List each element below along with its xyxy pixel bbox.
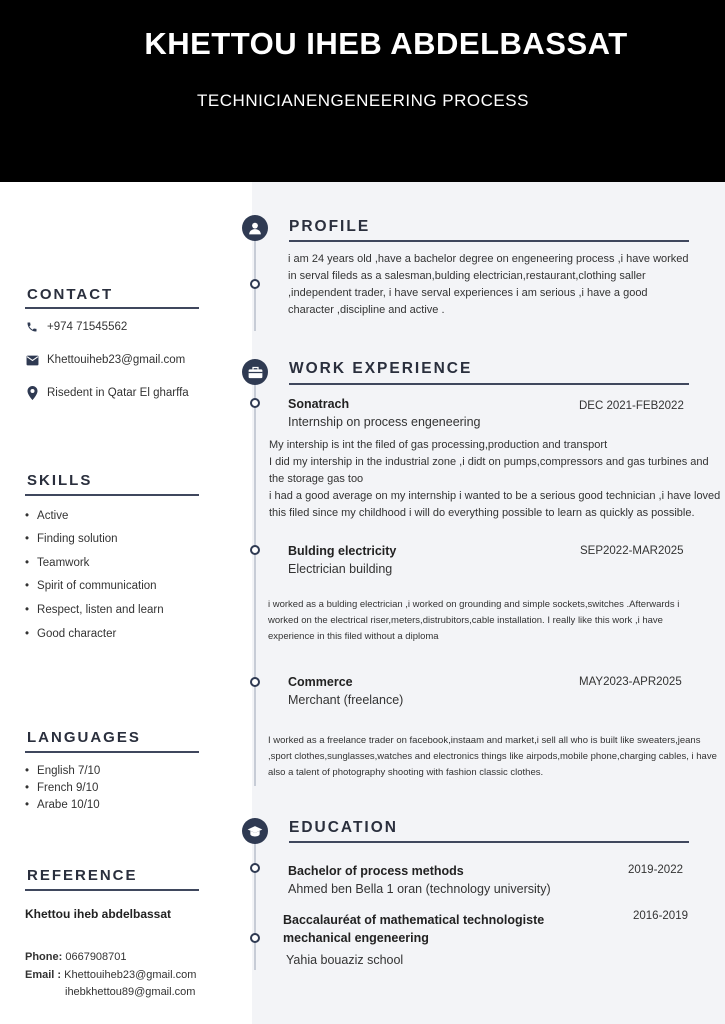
contact-email[interactable]	[25, 353, 185, 367]
job-company: Sonatrach	[288, 397, 350, 411]
job-description-line: i had a good average on my internship i wanted to be a serious good technician ,i have loved this filed since my childhood i will do everything possible to learn as quickly as possible.	[269, 490, 721, 519]
profile-heading: PROFILE	[289, 218, 371, 235]
job-company: Bulding electricity	[288, 544, 397, 558]
profile-divider	[289, 240, 689, 242]
languages-heading: LANGUAGES	[27, 729, 141, 746]
job-role: Electrician building	[288, 562, 393, 576]
job-description-line: My intership is int the filed of gas processing,production and transport	[269, 439, 608, 451]
graduation-cap-icon	[242, 818, 268, 844]
education-school: Yahia bouaziz school	[286, 953, 404, 967]
reference-email-secondary[interactable]: ihebkhettou89@gmail.com	[65, 986, 196, 998]
candidate-title: TECHNICIANENGENEERING PROCESS	[197, 91, 529, 110]
skill-item: • Good character	[25, 628, 116, 640]
timeline-dot	[250, 933, 260, 943]
language-item: • French 9/10	[25, 782, 98, 794]
skill-item: • Active	[25, 510, 68, 522]
profile-text: i am 24 years old ,have a bachelor degree on engeneering process ,i have worked in serval fileds as a salesman,bulding electrician,restaurant,clothing saller ,independent trader, i have serval experiences i am serious ,i have a good character ,discipline and active .	[288, 253, 689, 316]
reference-name: Khettou iheb abdelbassat	[25, 907, 172, 921]
skills-divider	[25, 494, 199, 496]
reference-phone-value: 0667908701	[65, 951, 127, 963]
skill-item: • Respect, listen and learn	[25, 604, 164, 616]
job-description: i worked as a bulding electrician ,i worked on grounding and simple sockets,switches .Afterwards i worked on the electrical riser,meters,distrubitors,cable installation. I really like this work ,i have experience in this filed without a diploma	[268, 599, 680, 642]
timeline-dot	[250, 545, 260, 555]
skill-item: • Teamwork	[25, 557, 89, 569]
job-role: Internship on process engeneering	[288, 415, 481, 429]
job-date: SEP2022-MAR2025	[580, 545, 684, 557]
person-icon	[242, 215, 268, 241]
timeline-dot	[250, 279, 260, 289]
work-divider	[289, 383, 689, 385]
education-degree: Bachelor of process methods	[288, 864, 464, 878]
header-banner	[0, 0, 725, 182]
email-text: Khettouiheb23@gmail.com	[47, 354, 186, 366]
job-role: Merchant (freelance)	[288, 693, 404, 707]
skill-item: • Finding solution	[25, 533, 118, 545]
education-heading: EDUCATION	[289, 819, 398, 836]
contact-phone	[25, 320, 127, 334]
candidate-name: KHETTOU IHEB ABDELBASSAT	[144, 26, 628, 61]
job-description-line: I did my intership in the industrial zone ,i didt on pumps,compressors and gas turbines and the storage gas too	[269, 456, 709, 485]
briefcase-icon	[242, 359, 268, 385]
contact-address	[25, 386, 189, 400]
reference-email-value[interactable]: Khettouiheb23@gmail.com	[64, 969, 197, 981]
education-school: Ahmed ben Bella 1 oran (technology university)	[288, 882, 551, 896]
skill-item: • Spirit of communication	[25, 580, 157, 592]
reference-email	[25, 969, 196, 981]
job-company: Commerce	[288, 675, 353, 689]
timeline-line	[254, 381, 256, 786]
education-date: 2019-2022	[628, 864, 683, 876]
phone-icon	[25, 320, 39, 334]
location-pin-icon	[25, 386, 39, 400]
education-date: 2016-2019	[633, 910, 688, 922]
job-date: MAY2023-APR2025	[579, 676, 682, 688]
timeline-line	[254, 840, 256, 970]
reference-phone-label: Phone:	[25, 951, 63, 963]
language-item: • English 7/10	[25, 765, 100, 777]
reference-phone	[25, 951, 127, 963]
education-degree: Baccalauréat of mathematical technologiste mechanical engeneering	[283, 913, 545, 945]
phone-text: +974 71545562	[47, 321, 128, 333]
languages-divider	[25, 751, 199, 753]
job-date: DEC 2021-FEB2022	[579, 400, 684, 412]
contact-heading: CONTACT	[27, 286, 114, 303]
timeline-dot	[250, 398, 260, 408]
work-heading: WORK EXPERIENCE	[289, 360, 473, 377]
reference-divider	[25, 889, 199, 891]
skills-heading: SKILLS	[27, 472, 93, 489]
language-item: • Arabe 10/10	[25, 799, 100, 811]
reference-heading: REFERENCE	[27, 867, 138, 884]
job-description: I worked as a freelance trader on facebook,instaam and market,i sell all who is built like sweaters,jeans ,sport clothes,sunglasses,watches and electronics things like airpods,mobile phone,charging cables, i have also a talent of photography shooting with fashion classic clothes.	[268, 735, 717, 778]
education-divider	[289, 841, 689, 843]
timeline-dot	[250, 863, 260, 873]
reference-email-label: Email :	[25, 969, 62, 981]
address-text: Risedent in Qatar El gharffa	[47, 387, 189, 399]
timeline-dot	[250, 677, 260, 687]
contact-divider	[25, 307, 199, 309]
job-description	[269, 437, 724, 522]
mail-icon	[25, 353, 39, 367]
